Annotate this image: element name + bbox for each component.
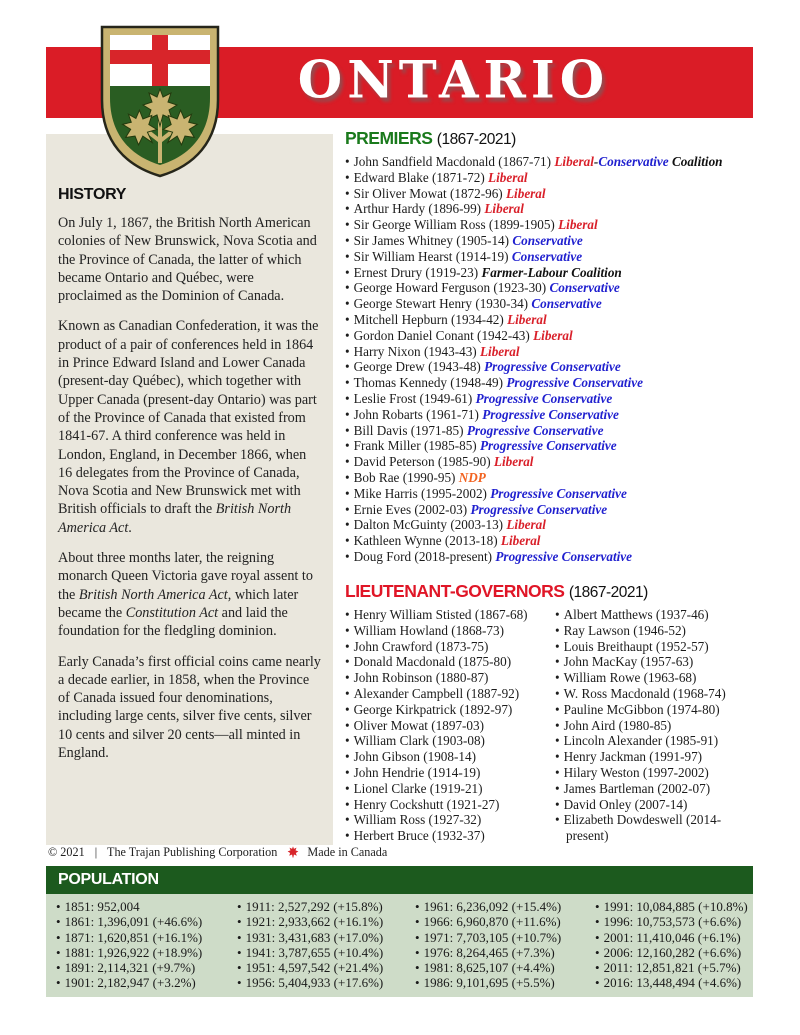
lg-item: • John Aird (1980-85) — [555, 717, 672, 733]
lg-item: • John Robinson (1880-87) — [345, 670, 489, 686]
lg-item: • John Gibson (1908-14) — [345, 749, 476, 765]
population-item: • 1986: 9,101,695 (+5.5%) — [415, 975, 555, 991]
premier-item: • Thomas Kennedy (1948-49) Progressive Conservative — [345, 375, 643, 391]
population-item: • 1981: 8,625,107 (+4.4%) — [415, 960, 555, 976]
premier-item: • George Stewart Henry (1930-34) Conservative — [345, 296, 602, 312]
premier-item: • Doug Ford (2018-present) Progressive Conservative — [345, 548, 632, 564]
history-text — [58, 214, 321, 762]
maple-leaf-icon — [287, 846, 299, 862]
population-column — [237, 899, 415, 991]
premier-item: • David Peterson (1985-90) Liberal — [345, 454, 534, 470]
premier-item: • Mitchell Hepburn (1934-42) Liberal — [345, 311, 547, 327]
population-data — [46, 894, 753, 997]
population-item: • 1931: 3,431,683 (+17.0%) — [237, 929, 384, 945]
population-item: • 1951: 4,597,542 (+21.4%) — [237, 960, 384, 976]
premier-item: • Sir George William Ross (1899-1905) Liberal — [345, 217, 598, 233]
population-section — [46, 866, 753, 997]
lg-item: • Albert Matthews (1937-46) — [555, 607, 709, 622]
premier-item: • Sir James Whitney (1905-14) Conservative — [345, 232, 583, 248]
premiers-section — [345, 128, 757, 565]
population-item: • 1851: 952,004 — [56, 899, 140, 914]
lg-item: • Herbert Bruce (1932-37) — [345, 828, 485, 844]
lg-item: • Henry Jackman (1991-97) — [555, 749, 703, 765]
population-item: • 1921: 2,933,662 (+16.1%) — [237, 914, 384, 930]
population-column — [56, 899, 237, 991]
population-item: • 1891: 2,114,321 (+9.7%) — [56, 960, 196, 976]
population-item: • 2011: 12,851,821 (+5.7%) — [595, 960, 741, 976]
premier-item: • Bill Davis (1971-85) Progressive Conservative — [345, 422, 604, 438]
premier-item: • Bob Rae (1990-95) NDP — [345, 469, 486, 485]
premier-item: • Frank Miller (1985-85) Progressive Conservative — [345, 438, 617, 454]
premiers-list — [345, 154, 757, 565]
lg-item: • John Crawford (1873-75) — [345, 638, 489, 654]
history-paragraph: Known as Canadian Confederation, it was the product of a pair of conferences held in 1864 in Prince Edward Island and Lower Canada (present-day Québec), which together with Upper Canada (present-day Ontario) was part of the Province of Canada that existed from 1841-67. A third conference was held in London, England, in December 1866, when 16 delegates from the Province of Canada, Nova Scotia and New Brunswick met with British officials to draft the British North America Act. — [58, 318, 319, 536]
population-item: • 2016: 13,448,494 (+4.6%) — [595, 975, 742, 991]
population-item: • 1961: 6,236,092 (+15.4%) — [415, 899, 562, 914]
ontario-shield-icon — [95, 23, 225, 186]
lg-item: • William Howland (1868-73) — [345, 622, 504, 638]
history-paragraph: Early Canada’s first official coins came nearly a decade earlier, in 1858, when the Province of Canada issued four denominations, including large cents, silver five cents, silver 10 cents and silver 20 cents—all minted in England. — [58, 653, 321, 762]
lg-item: • John Hendrie (1914-19) — [345, 764, 481, 780]
population-column — [415, 899, 595, 991]
lg-item: • William Clark (1903-08) — [345, 733, 485, 749]
premier-item: • John Sandfield Macdonald (1867-71) Liberal-Conservative Coalition — [345, 154, 723, 169]
lg-item: • Oliver Mowat (1897-03) — [345, 717, 485, 733]
premier-item: • Ernie Eves (2002-03) Progressive Conservative — [345, 501, 608, 517]
lg-item: • Pauline McGibbon (1974-80) — [555, 701, 720, 717]
lg-heading-label: LIEUTENANT-GOVERNORS — [345, 581, 565, 601]
lg-item: • James Bartleman (2002-07) — [555, 780, 711, 796]
lg-item: • Lionel Clarke (1919-21) — [345, 780, 483, 796]
population-item: • 1976: 8,264,465 (+7.3%) — [415, 944, 555, 960]
history-panel — [46, 134, 333, 845]
copyright-year: © 2021 — [48, 845, 85, 859]
lg-item: • Alexander Campbell (1887-92) — [345, 685, 520, 701]
population-item: • 1911: 2,527,292 (+15.8%) — [237, 899, 383, 914]
population-item: • 2006: 12,160,282 (+6.6%) — [595, 944, 742, 960]
premier-item: • Mike Harris (1995-2002) Progressive Conservative — [345, 485, 627, 501]
premier-item: • John Robarts (1961-71) Progressive Conservative — [345, 406, 619, 422]
population-item: • 1991: 10,084,885 (+10.8%) — [595, 899, 748, 914]
population-item: • 1941: 3,787,655 (+10.4%) — [237, 944, 384, 960]
premier-item: • George Howard Ferguson (1923-30) Conservative — [345, 280, 620, 296]
lg-list-column-1 — [345, 607, 555, 844]
premier-item: • Edward Blake (1871-72) Liberal — [345, 169, 528, 185]
copyright-divider: | — [94, 845, 98, 859]
copyright-publisher: The Trajan Publishing Corporation — [107, 845, 278, 859]
lg-item: • Henry Cockshutt (1921-27) — [345, 796, 500, 812]
population-item: • 1901: 2,182,947 (+3.2%) — [56, 975, 196, 991]
premier-item: • Kathleen Wynne (2013-18) Liberal — [345, 533, 541, 549]
population-item: • 1861: 1,396,091 (+46.6%) — [56, 914, 203, 930]
lg-heading — [345, 581, 757, 602]
lg-item: • Hilary Weston (1997-2002) — [555, 764, 709, 780]
history-heading: HISTORY — [58, 186, 127, 203]
premiers-range: (1867-2021) — [436, 131, 516, 148]
premiers-heading-label: PREMIERS — [345, 128, 433, 148]
lg-list-column-2 — [555, 607, 757, 844]
premier-item: • George Drew (1943-48) Progressive Conservative — [345, 359, 621, 375]
population-item: • 1881: 1,926,922 (+18.9%) — [56, 944, 203, 960]
premier-item: • Gordon Daniel Conant (1942-43) Liberal — [345, 327, 573, 343]
population-item: • 1971: 7,703,105 (+10.7%) — [415, 929, 562, 945]
lg-item: • W. Ross Macdonald (1968-74) — [555, 685, 726, 701]
copyright-line — [48, 845, 387, 862]
premier-item: • Harry Nixon (1943-43) Liberal — [345, 343, 520, 359]
population-item: • 1871: 1,620,851 (+16.1%) — [56, 929, 203, 945]
premier-item: • Sir Oliver Mowat (1872-96) Liberal — [345, 185, 546, 201]
lg-item: • William Ross (1927-32) — [345, 812, 482, 828]
lg-item: • Donald Macdonald (1875-80) — [345, 654, 512, 670]
premier-item: • Dalton McGuinty (2003-13) Liberal — [345, 517, 546, 533]
lg-item: • Ray Lawson (1946-52) — [555, 622, 686, 638]
premiers-heading — [345, 128, 757, 149]
lieutenant-governors-section — [345, 581, 757, 844]
lg-item: • George Kirkpatrick (1892-97) — [345, 701, 513, 717]
page-title: ONTARIO — [297, 50, 610, 111]
made-in-canada: Made in Canada — [307, 845, 388, 859]
population-item: • 2001: 11,410,046 (+6.1%) — [595, 929, 741, 945]
lg-item: • John MacKay (1957-63) — [555, 654, 694, 670]
population-heading: POPULATION — [58, 871, 159, 888]
lg-item: • Elizabeth Dowdeswell (2014-present) — [555, 812, 722, 844]
lg-item: • William Rowe (1963-68) — [555, 670, 697, 686]
lg-item: • Louis Breithaupt (1952-57) — [555, 638, 709, 654]
population-column — [595, 899, 748, 991]
lg-item: • David Onley (2007-14) — [555, 796, 688, 812]
premier-item: • Leslie Frost (1949-61) Progressive Conservative — [345, 390, 613, 406]
population-header-bar — [46, 866, 753, 894]
premier-item: • Arthur Hardy (1896-99) Liberal — [345, 201, 524, 217]
history-paragraph: On July 1, 1867, the British North American colonies of New Brunswick, Nova Scotia and the Province of Canada, the latter of which became Ontario and Québec, were proclaimed as the Dominion of Canada. — [58, 215, 317, 305]
premier-item: • Sir William Hearst (1914-19) Conservative — [345, 248, 583, 264]
lg-item: • Lincoln Alexander (1985-91) — [555, 733, 719, 749]
lg-item: • Henry William Stisted (1867-68) — [345, 607, 528, 622]
premier-item: • Ernest Drury (1919-23) Farmer-Labour Coalition — [345, 264, 622, 280]
population-item: • 1956: 5,404,933 (+17.6%) — [237, 975, 384, 991]
population-item: • 1996: 10,753,573 (+6.6%) — [595, 914, 742, 930]
history-paragraph: About three months later, the reigning monarch Queen Victoria gave royal assent to the British North America Act, which later became the Constitution Act and laid the foundation for the fledgling dominion. — [58, 550, 313, 640]
population-item: • 1966: 6,960,870 (+11.6%) — [415, 914, 561, 930]
lg-range: (1867-2021) — [568, 584, 648, 601]
